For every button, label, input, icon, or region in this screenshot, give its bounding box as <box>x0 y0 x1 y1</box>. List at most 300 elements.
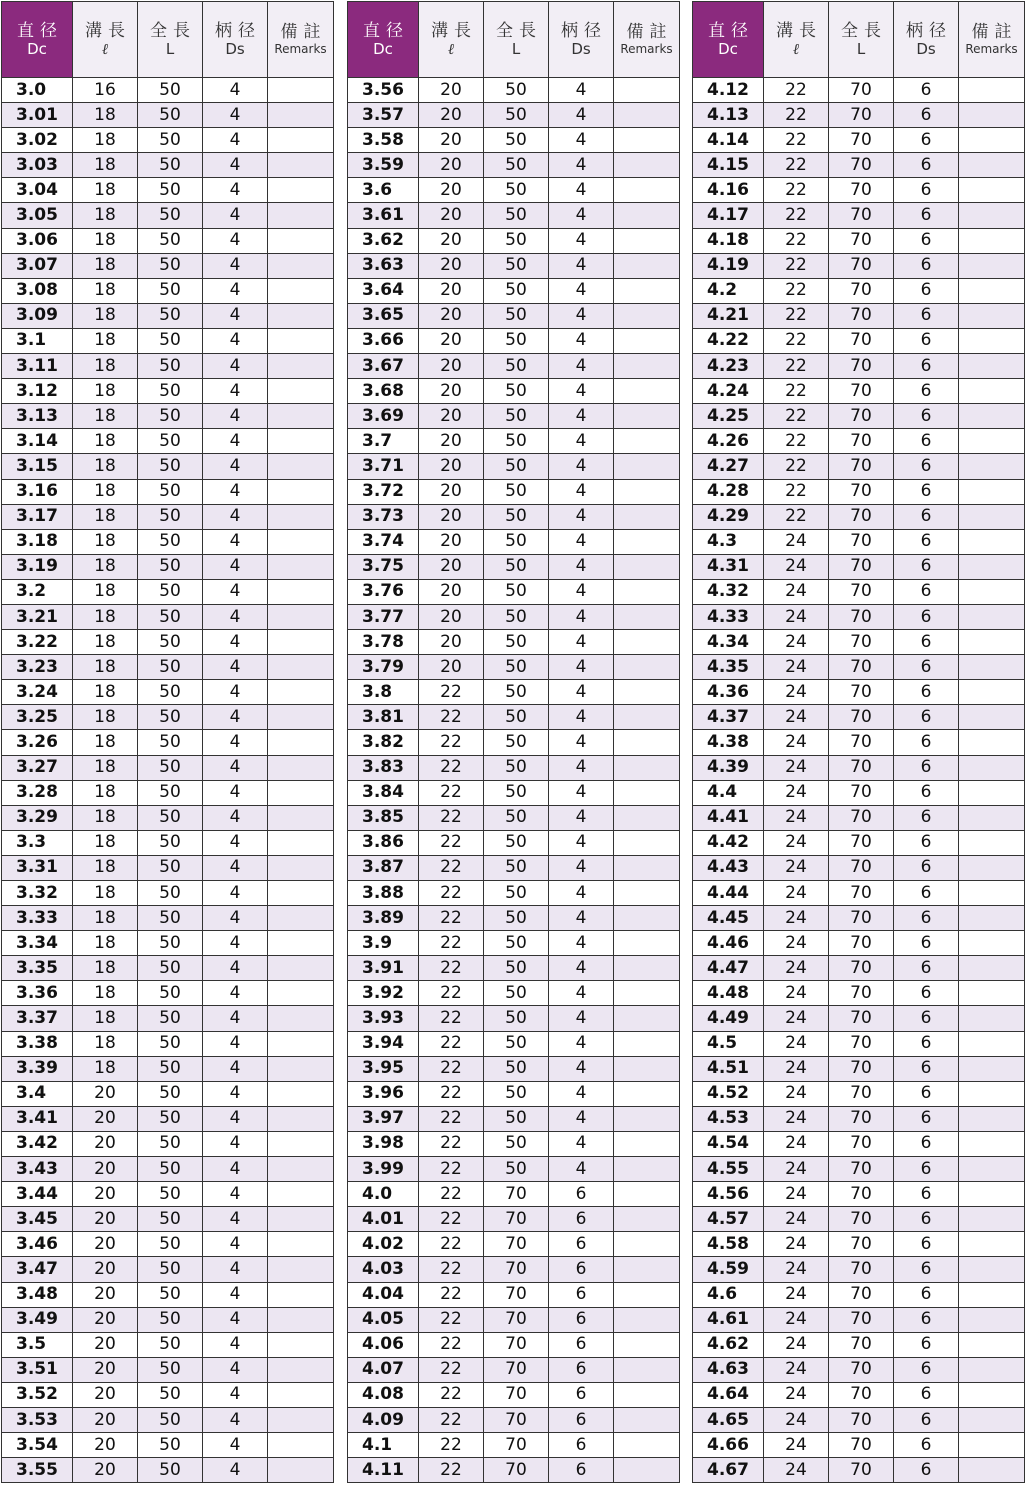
header-overall-length-en: L <box>511 39 521 58</box>
diameter-cell: 3.13 <box>2 404 73 429</box>
flute-length-cell: 24 <box>764 730 829 755</box>
remarks-cell <box>614 1382 680 1407</box>
shank-diameter-cell: 6 <box>894 1006 959 1031</box>
flute-length-cell: 20 <box>73 1182 138 1207</box>
remarks-cell <box>268 1433 334 1458</box>
table-row <box>693 1031 1025 1056</box>
diameter-cell: 3.59 <box>348 153 419 178</box>
table-row <box>2 805 334 830</box>
flute-length-cell: 18 <box>73 780 138 805</box>
overall-length-cell: 50 <box>138 906 203 931</box>
overall-length-cell: 50 <box>484 203 549 228</box>
table-row <box>2 328 334 353</box>
remarks-cell <box>268 379 334 404</box>
overall-length-cell: 50 <box>138 579 203 604</box>
remarks-cell <box>614 78 680 103</box>
overall-length-cell: 50 <box>484 128 549 153</box>
table-row <box>693 1056 1025 1081</box>
overall-length-cell: 50 <box>484 655 549 680</box>
table-row <box>2 178 334 203</box>
diameter-cell: 4.58 <box>693 1232 764 1257</box>
table-row <box>693 680 1025 705</box>
remarks-cell <box>614 956 680 981</box>
overall-length-cell: 70 <box>829 278 894 303</box>
overall-length-cell: 50 <box>484 755 549 780</box>
remarks-cell <box>614 805 680 830</box>
diameter-cell: 4.6 <box>693 1282 764 1307</box>
table-row <box>693 1106 1025 1131</box>
table-row <box>2 931 334 956</box>
flute-length-cell: 22 <box>764 479 829 504</box>
diameter-cell: 3.27 <box>2 755 73 780</box>
table-row <box>693 128 1025 153</box>
flute-length-cell: 20 <box>73 1433 138 1458</box>
shank-diameter-cell: 6 <box>549 1257 614 1282</box>
overall-length-cell: 50 <box>484 1106 549 1131</box>
remarks-cell <box>268 630 334 655</box>
overall-length-cell: 50 <box>138 328 203 353</box>
table-row <box>693 354 1025 379</box>
remarks-cell <box>614 881 680 906</box>
overall-length-cell: 70 <box>829 354 894 379</box>
shank-diameter-cell: 6 <box>894 1232 959 1257</box>
overall-length-cell: 70 <box>829 579 894 604</box>
diameter-cell: 4.06 <box>348 1332 419 1357</box>
diameter-cell: 4.2 <box>693 278 764 303</box>
diameter-cell: 4.1 <box>348 1433 419 1458</box>
overall-length-cell: 50 <box>138 1382 203 1407</box>
diameter-cell: 3.4 <box>2 1081 73 1106</box>
shank-diameter-cell: 6 <box>894 881 959 906</box>
overall-length-cell: 50 <box>484 178 549 203</box>
overall-length-cell: 50 <box>484 228 549 253</box>
shank-diameter-cell: 4 <box>203 228 268 253</box>
header-overall-length-en: L <box>165 39 175 58</box>
diameter-cell: 3.79 <box>348 655 419 680</box>
table-row <box>693 1006 1025 1031</box>
overall-length-cell: 70 <box>829 830 894 855</box>
shank-diameter-cell: 4 <box>203 981 268 1006</box>
overall-length-cell: 50 <box>484 78 549 103</box>
remarks-cell <box>959 1031 1025 1056</box>
shank-diameter-cell: 6 <box>894 1207 959 1232</box>
diameter-cell: 4.28 <box>693 479 764 504</box>
diameter-cell: 3.18 <box>2 529 73 554</box>
overall-length-cell: 70 <box>829 1031 894 1056</box>
remarks-cell <box>959 956 1025 981</box>
diameter-cell: 3.6 <box>348 178 419 203</box>
shank-diameter-cell: 6 <box>894 655 959 680</box>
spec-table-1 <box>1 1 334 1483</box>
shank-diameter-cell: 6 <box>894 730 959 755</box>
flute-length-cell: 24 <box>764 830 829 855</box>
flute-length-cell: 18 <box>73 253 138 278</box>
shank-diameter-cell: 4 <box>203 203 268 228</box>
remarks-cell <box>268 1307 334 1332</box>
diameter-cell: 4.02 <box>348 1232 419 1257</box>
flute-length-cell: 24 <box>764 630 829 655</box>
diameter-cell: 3.9 <box>348 931 419 956</box>
remarks-cell <box>959 680 1025 705</box>
shank-diameter-cell: 4 <box>549 128 614 153</box>
flute-length-cell: 24 <box>764 579 829 604</box>
remarks-cell <box>959 1106 1025 1131</box>
diameter-cell: 4.51 <box>693 1056 764 1081</box>
flute-length-cell: 22 <box>419 730 484 755</box>
shank-diameter-cell: 6 <box>894 1282 959 1307</box>
table-row <box>693 303 1025 328</box>
shank-diameter-cell: 6 <box>549 1433 614 1458</box>
diameter-cell: 3.11 <box>2 354 73 379</box>
diameter-cell: 3.86 <box>348 830 419 855</box>
flute-length-cell: 22 <box>764 203 829 228</box>
table-row <box>348 1031 680 1056</box>
overall-length-cell: 70 <box>829 1131 894 1156</box>
flute-length-cell: 18 <box>73 805 138 830</box>
table-row <box>348 504 680 529</box>
shank-diameter-cell: 6 <box>894 554 959 579</box>
remarks-cell <box>268 128 334 153</box>
shank-diameter-cell: 4 <box>549 1031 614 1056</box>
overall-length-cell: 70 <box>829 705 894 730</box>
shank-diameter-cell: 6 <box>894 1157 959 1182</box>
remarks-cell <box>959 529 1025 554</box>
flute-length-cell: 24 <box>764 1157 829 1182</box>
table-row <box>693 579 1025 604</box>
remarks-cell <box>268 1257 334 1282</box>
flute-length-cell: 18 <box>73 479 138 504</box>
table-row <box>2 1207 334 1232</box>
overall-length-cell: 70 <box>829 1157 894 1182</box>
header-diameter-jp: 直径 <box>708 20 754 41</box>
flute-length-cell: 20 <box>419 504 484 529</box>
flute-length-cell: 20 <box>419 103 484 128</box>
shank-diameter-cell: 6 <box>894 1031 959 1056</box>
flute-length-cell: 18 <box>73 153 138 178</box>
shank-diameter-cell: 4 <box>549 830 614 855</box>
shank-diameter-cell: 6 <box>894 956 959 981</box>
shank-diameter-cell: 4 <box>203 1031 268 1056</box>
shank-diameter-cell: 6 <box>894 931 959 956</box>
flute-length-cell: 24 <box>764 881 829 906</box>
flute-length-cell: 18 <box>73 705 138 730</box>
header-flute-length-en: ℓ <box>101 39 109 58</box>
remarks-cell <box>614 504 680 529</box>
spec-table-3 <box>692 1 1025 1483</box>
shank-diameter-cell: 4 <box>203 1131 268 1156</box>
table-row <box>2 755 334 780</box>
diameter-cell: 3.35 <box>2 956 73 981</box>
diameter-cell: 3.61 <box>348 203 419 228</box>
overall-length-cell: 50 <box>484 579 549 604</box>
flute-length-cell: 20 <box>73 1232 138 1257</box>
table-row <box>2 655 334 680</box>
diameter-cell: 3.92 <box>348 981 419 1006</box>
overall-length-cell: 50 <box>138 830 203 855</box>
diameter-cell: 3.0 <box>2 78 73 103</box>
remarks-cell <box>959 404 1025 429</box>
remarks-cell <box>614 529 680 554</box>
shank-diameter-cell: 4 <box>203 1433 268 1458</box>
shank-diameter-cell: 6 <box>894 203 959 228</box>
shank-diameter-cell: 4 <box>203 881 268 906</box>
diameter-cell: 4.29 <box>693 504 764 529</box>
shank-diameter-cell: 4 <box>549 755 614 780</box>
remarks-cell <box>268 906 334 931</box>
diameter-cell: 4.16 <box>693 178 764 203</box>
flute-length-cell: 18 <box>73 103 138 128</box>
diameter-cell: 4.13 <box>693 103 764 128</box>
remarks-cell <box>959 103 1025 128</box>
shank-diameter-cell: 4 <box>203 579 268 604</box>
header-diameter <box>2 2 73 78</box>
table-row <box>2 78 334 103</box>
remarks-cell <box>959 454 1025 479</box>
shank-diameter-cell: 4 <box>549 1056 614 1081</box>
table-row <box>693 1207 1025 1232</box>
remarks-cell <box>268 1081 334 1106</box>
diameter-cell: 3.68 <box>348 379 419 404</box>
diameter-cell: 3.67 <box>348 354 419 379</box>
shank-diameter-cell: 6 <box>894 805 959 830</box>
table-row <box>693 956 1025 981</box>
flute-length-cell: 24 <box>764 1207 829 1232</box>
shank-diameter-cell: 4 <box>203 1182 268 1207</box>
flute-length-cell: 22 <box>419 1006 484 1031</box>
diameter-cell: 4.19 <box>693 253 764 278</box>
remarks-cell <box>959 1232 1025 1257</box>
shank-diameter-cell: 6 <box>894 404 959 429</box>
flute-length-cell: 22 <box>764 404 829 429</box>
overall-length-cell: 50 <box>138 680 203 705</box>
header-flute-length-en: ℓ <box>792 39 800 58</box>
table-row <box>693 655 1025 680</box>
diameter-cell: 3.05 <box>2 203 73 228</box>
header-overall-length <box>138 2 203 78</box>
shank-diameter-cell: 6 <box>894 755 959 780</box>
remarks-cell <box>268 1458 334 1483</box>
shank-diameter-cell: 4 <box>203 730 268 755</box>
shank-diameter-cell: 4 <box>203 956 268 981</box>
overall-length-cell: 50 <box>484 354 549 379</box>
diameter-cell: 4.57 <box>693 1207 764 1232</box>
shank-diameter-cell: 4 <box>549 1131 614 1156</box>
overall-length-cell: 50 <box>484 906 549 931</box>
header-diameter-en: Dc <box>373 39 393 58</box>
flute-length-cell: 22 <box>419 1407 484 1432</box>
flute-length-cell: 22 <box>764 379 829 404</box>
diameter-cell: 3.87 <box>348 855 419 880</box>
flute-length-cell: 24 <box>764 554 829 579</box>
shank-diameter-cell: 6 <box>894 504 959 529</box>
flute-length-cell: 22 <box>419 906 484 931</box>
table-row <box>348 1207 680 1232</box>
remarks-cell <box>268 354 334 379</box>
remarks-cell <box>614 1006 680 1031</box>
remarks-cell <box>959 429 1025 454</box>
header-diameter <box>693 2 764 78</box>
shank-diameter-cell: 6 <box>894 1106 959 1131</box>
remarks-cell <box>268 1056 334 1081</box>
table-row <box>348 755 680 780</box>
overall-length-cell: 70 <box>484 1282 549 1307</box>
remarks-cell <box>614 1433 680 1458</box>
remarks-cell <box>614 128 680 153</box>
flute-length-cell: 18 <box>73 931 138 956</box>
table-row <box>693 630 1025 655</box>
flute-length-cell: 18 <box>73 730 138 755</box>
overall-length-cell: 70 <box>829 730 894 755</box>
flute-length-cell: 24 <box>764 529 829 554</box>
remarks-cell <box>268 203 334 228</box>
flute-length-cell: 18 <box>73 680 138 705</box>
diameter-cell: 3.39 <box>2 1056 73 1081</box>
header-overall-length <box>484 2 549 78</box>
overall-length-cell: 50 <box>138 303 203 328</box>
diameter-cell: 4.52 <box>693 1081 764 1106</box>
shank-diameter-cell: 4 <box>203 1207 268 1232</box>
flute-length-cell: 22 <box>419 931 484 956</box>
overall-length-cell: 50 <box>484 278 549 303</box>
overall-length-cell: 50 <box>138 479 203 504</box>
shank-diameter-cell: 6 <box>894 128 959 153</box>
overall-length-cell: 70 <box>829 1407 894 1432</box>
table-row <box>348 128 680 153</box>
remarks-cell <box>268 855 334 880</box>
remarks-cell <box>614 1282 680 1307</box>
overall-length-cell: 50 <box>138 805 203 830</box>
diameter-cell: 3.49 <box>2 1307 73 1332</box>
flute-length-cell: 22 <box>419 805 484 830</box>
overall-length-cell: 50 <box>138 1433 203 1458</box>
diameter-cell: 4.36 <box>693 680 764 705</box>
shank-diameter-cell: 6 <box>894 830 959 855</box>
flute-length-cell: 20 <box>73 1307 138 1332</box>
table-row <box>693 1382 1025 1407</box>
table-row <box>348 1056 680 1081</box>
table-row <box>348 805 680 830</box>
overall-length-cell: 50 <box>138 1407 203 1432</box>
diameter-cell: 3.96 <box>348 1081 419 1106</box>
overall-length-cell: 70 <box>829 981 894 1006</box>
flute-length-cell: 20 <box>419 604 484 629</box>
table-row <box>693 479 1025 504</box>
diameter-cell: 4.03 <box>348 1257 419 1282</box>
overall-length-cell: 70 <box>829 780 894 805</box>
remarks-cell <box>614 429 680 454</box>
header-row <box>693 2 1025 78</box>
overall-length-cell: 50 <box>484 153 549 178</box>
shank-diameter-cell: 4 <box>203 1081 268 1106</box>
overall-length-cell: 70 <box>829 128 894 153</box>
diameter-cell: 4.25 <box>693 404 764 429</box>
diameter-cell: 4.11 <box>348 1458 419 1483</box>
remarks-cell <box>268 705 334 730</box>
overall-length-cell: 50 <box>138 1232 203 1257</box>
diameter-cell: 4.62 <box>693 1332 764 1357</box>
table-row <box>693 1257 1025 1282</box>
shank-diameter-cell: 6 <box>894 529 959 554</box>
diameter-cell: 3.84 <box>348 780 419 805</box>
shank-diameter-cell: 6 <box>894 1382 959 1407</box>
header-remarks-jp: 備註 <box>971 22 1018 42</box>
shank-diameter-cell: 4 <box>203 906 268 931</box>
remarks-cell <box>959 1157 1025 1182</box>
overall-length-cell: 50 <box>138 228 203 253</box>
overall-length-cell: 50 <box>138 153 203 178</box>
flute-length-cell: 24 <box>764 1433 829 1458</box>
overall-length-cell: 70 <box>484 1407 549 1432</box>
remarks-cell <box>268 604 334 629</box>
table-row <box>693 830 1025 855</box>
remarks-cell <box>959 354 1025 379</box>
table-row <box>693 1407 1025 1432</box>
flute-length-cell: 22 <box>419 1232 484 1257</box>
flute-length-cell: 18 <box>73 203 138 228</box>
table-row <box>348 1081 680 1106</box>
diameter-cell: 4.01 <box>348 1207 419 1232</box>
diameter-cell: 4.41 <box>693 805 764 830</box>
diameter-cell: 3.85 <box>348 805 419 830</box>
table-row <box>2 379 334 404</box>
table-row <box>348 579 680 604</box>
table-row <box>348 855 680 880</box>
shank-diameter-cell: 6 <box>894 1458 959 1483</box>
diameter-cell: 4.61 <box>693 1307 764 1332</box>
overall-length-cell: 50 <box>484 931 549 956</box>
flute-length-cell: 18 <box>73 1031 138 1056</box>
flute-length-cell: 20 <box>73 1382 138 1407</box>
overall-length-cell: 50 <box>138 780 203 805</box>
table-row <box>693 1433 1025 1458</box>
overall-length-cell: 70 <box>484 1357 549 1382</box>
shank-diameter-cell: 4 <box>203 604 268 629</box>
remarks-cell <box>959 604 1025 629</box>
flute-length-cell: 18 <box>73 855 138 880</box>
remarks-cell <box>614 1106 680 1131</box>
overall-length-cell: 50 <box>484 981 549 1006</box>
diameter-cell: 3.09 <box>2 303 73 328</box>
shank-diameter-cell: 6 <box>894 780 959 805</box>
remarks-cell <box>959 1357 1025 1382</box>
diameter-cell: 3.62 <box>348 228 419 253</box>
remarks-cell <box>268 1207 334 1232</box>
shank-diameter-cell: 6 <box>894 253 959 278</box>
table-row <box>693 78 1025 103</box>
diameter-cell: 3.33 <box>2 906 73 931</box>
table-row <box>2 780 334 805</box>
table-row <box>693 379 1025 404</box>
shank-diameter-cell: 4 <box>549 855 614 880</box>
table-row <box>2 278 334 303</box>
overall-length-cell: 70 <box>829 1382 894 1407</box>
table-row <box>2 705 334 730</box>
flute-length-cell: 18 <box>73 579 138 604</box>
table-row <box>693 529 1025 554</box>
shank-diameter-cell: 4 <box>549 981 614 1006</box>
table-row <box>693 1458 1025 1483</box>
shank-diameter-cell: 4 <box>203 504 268 529</box>
remarks-cell <box>268 1232 334 1257</box>
shank-diameter-cell: 6 <box>894 1056 959 1081</box>
table-row <box>693 278 1025 303</box>
shank-diameter-cell: 4 <box>203 554 268 579</box>
remarks-cell <box>614 1458 680 1483</box>
table-row <box>348 780 680 805</box>
diameter-cell: 3.93 <box>348 1006 419 1031</box>
table-row <box>348 1382 680 1407</box>
remarks-cell <box>614 1081 680 1106</box>
